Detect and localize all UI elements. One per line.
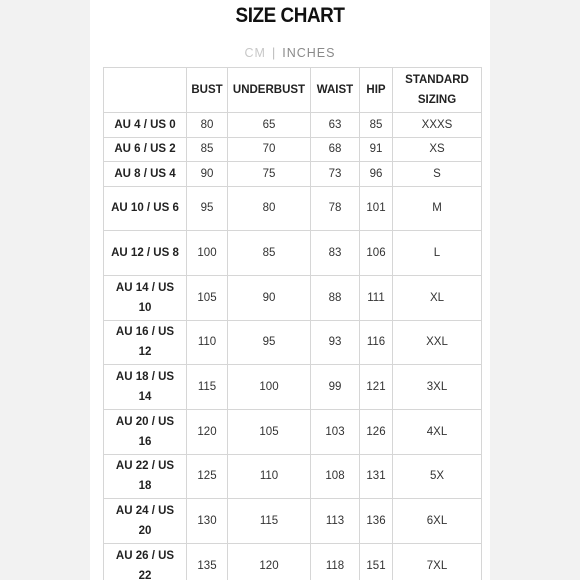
measurement-cell: 101 xyxy=(360,186,393,231)
column-header: UNDERBUST xyxy=(228,68,311,113)
left-margin xyxy=(0,0,90,580)
table-row xyxy=(104,544,482,580)
measurement-cell: 111 xyxy=(360,275,393,320)
table-row xyxy=(104,409,482,454)
table-header-row xyxy=(104,68,482,113)
table-row xyxy=(104,275,482,320)
table-row xyxy=(104,137,482,162)
measurement-cell: XXL xyxy=(393,320,482,365)
measurement-cell: 3XL xyxy=(393,365,482,410)
measurement-cell: 96 xyxy=(360,162,393,187)
measurement-cell: 131 xyxy=(360,454,393,499)
size-label-cell: AU 18 / US 14 xyxy=(104,365,187,410)
table-row xyxy=(104,186,482,231)
size-label-cell: AU 20 / US 16 xyxy=(104,409,187,454)
unit-toggle xyxy=(90,46,490,60)
measurement-cell: 103 xyxy=(311,409,360,454)
measurement-cell: 95 xyxy=(228,320,311,365)
measurement-cell: 85 xyxy=(360,113,393,138)
measurement-cell: 115 xyxy=(187,365,228,410)
measurement-cell: 121 xyxy=(360,365,393,410)
size-table xyxy=(103,67,482,580)
size-label-cell: AU 24 / US 20 xyxy=(104,499,187,544)
unit-cm-option[interactable]: CM xyxy=(244,46,266,60)
measurement-cell: 85 xyxy=(228,231,311,276)
table-row xyxy=(104,454,482,499)
measurement-cell: 90 xyxy=(228,275,311,320)
measurement-cell: 116 xyxy=(360,320,393,365)
unit-separator: | xyxy=(271,46,277,60)
measurement-cell: 120 xyxy=(228,544,311,580)
measurement-cell: 68 xyxy=(311,137,360,162)
column-header: STANDARD SIZING xyxy=(393,68,482,113)
measurement-cell: M xyxy=(393,186,482,231)
measurement-cell: 88 xyxy=(311,275,360,320)
measurement-cell: 4XL xyxy=(393,409,482,454)
table-row xyxy=(104,231,482,276)
measurement-cell: 7XL xyxy=(393,544,482,580)
measurement-cell: XL xyxy=(393,275,482,320)
measurement-cell: 120 xyxy=(187,409,228,454)
measurement-cell: 115 xyxy=(228,499,311,544)
unit-inches-option[interactable]: INCHES xyxy=(282,46,336,60)
measurement-cell: 100 xyxy=(187,231,228,276)
measurement-cell: 5X xyxy=(393,454,482,499)
measurement-cell: 63 xyxy=(311,113,360,138)
column-header: HIP xyxy=(360,68,393,113)
measurement-cell: 118 xyxy=(311,544,360,580)
column-header: BUST xyxy=(187,68,228,113)
measurement-cell: 6XL xyxy=(393,499,482,544)
measurement-cell: 91 xyxy=(360,137,393,162)
table-row xyxy=(104,162,482,187)
measurement-cell: 70 xyxy=(228,137,311,162)
measurement-cell: 106 xyxy=(360,231,393,276)
size-label-cell: AU 22 / US 18 xyxy=(104,454,187,499)
measurement-cell: 136 xyxy=(360,499,393,544)
measurement-cell: 73 xyxy=(311,162,360,187)
size-chart-panel xyxy=(90,0,490,580)
table-row xyxy=(104,320,482,365)
column-header: WAIST xyxy=(311,68,360,113)
table-row xyxy=(104,365,482,410)
measurement-cell: 78 xyxy=(311,186,360,231)
measurement-cell: 130 xyxy=(187,499,228,544)
right-margin xyxy=(490,0,580,580)
size-label-cell: AU 6 / US 2 xyxy=(104,137,187,162)
measurement-cell: 100 xyxy=(228,365,311,410)
measurement-cell: L xyxy=(393,231,482,276)
measurement-cell: 126 xyxy=(360,409,393,454)
measurement-cell: 135 xyxy=(187,544,228,580)
column-header xyxy=(104,68,187,113)
size-label-cell: AU 14 / US 10 xyxy=(104,275,187,320)
size-label-cell: AU 4 / US 0 xyxy=(104,113,187,138)
measurement-cell: 99 xyxy=(311,365,360,410)
measurement-cell: 105 xyxy=(187,275,228,320)
measurement-cell: 83 xyxy=(311,231,360,276)
table-row xyxy=(104,113,482,138)
table-row xyxy=(104,499,482,544)
size-label-cell: AU 16 / US 12 xyxy=(104,320,187,365)
measurement-cell: XS xyxy=(393,137,482,162)
page-title: SIZE CHART xyxy=(235,4,345,27)
measurement-cell: 75 xyxy=(228,162,311,187)
size-label-cell: AU 10 / US 6 xyxy=(104,186,187,231)
measurement-cell: 108 xyxy=(311,454,360,499)
measurement-cell: 65 xyxy=(228,113,311,138)
measurement-cell: 151 xyxy=(360,544,393,580)
measurement-cell: 125 xyxy=(187,454,228,499)
measurement-cell: 80 xyxy=(187,113,228,138)
measurement-cell: 110 xyxy=(187,320,228,365)
measurement-cell: 90 xyxy=(187,162,228,187)
measurement-cell: 113 xyxy=(311,499,360,544)
measurement-cell: 85 xyxy=(187,137,228,162)
measurement-cell: XXXS xyxy=(393,113,482,138)
measurement-cell: 105 xyxy=(228,409,311,454)
measurement-cell: 95 xyxy=(187,186,228,231)
measurement-cell: 93 xyxy=(311,320,360,365)
measurement-cell: 80 xyxy=(228,186,311,231)
size-label-cell: AU 12 / US 8 xyxy=(104,231,187,276)
size-label-cell: AU 8 / US 4 xyxy=(104,162,187,187)
size-label-cell: AU 26 / US 22 xyxy=(104,544,187,580)
measurement-cell: 110 xyxy=(228,454,311,499)
measurement-cell: S xyxy=(393,162,482,187)
